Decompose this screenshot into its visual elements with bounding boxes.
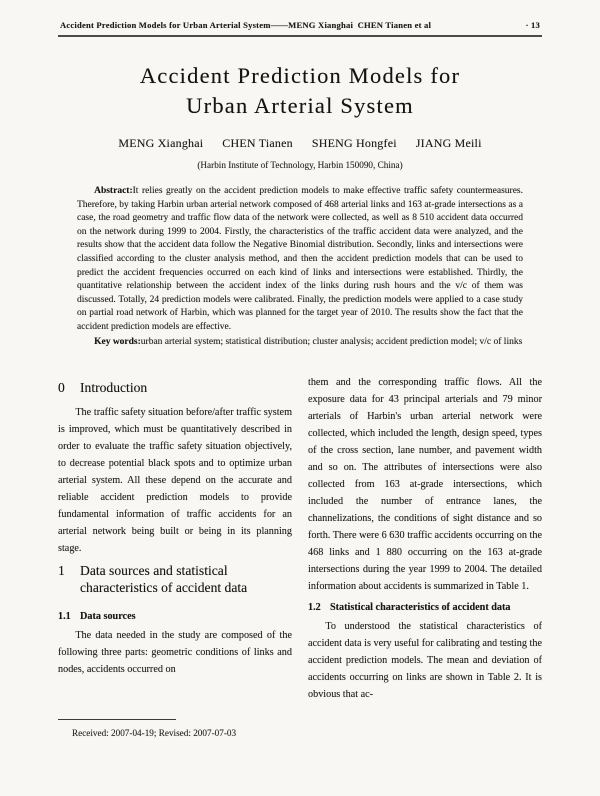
section-title: Data sources and statistical characteristics of accident data bbox=[80, 562, 248, 596]
author-name: CHEN Tianen bbox=[222, 136, 293, 150]
left-column bbox=[58, 374, 292, 746]
paper-title bbox=[58, 61, 542, 121]
section-number: 0 bbox=[58, 380, 65, 396]
subsection-number: 1.2 bbox=[308, 602, 321, 614]
author-name: SHENG Hongfei bbox=[311, 136, 397, 150]
subsection-title: Data sources bbox=[80, 610, 136, 622]
paper-title-line2: Urban Arterial System bbox=[186, 93, 414, 118]
affiliation: (Harbin Institute of Technology, Harbin 150090, China) bbox=[197, 160, 403, 170]
section-heading-intro bbox=[58, 379, 292, 397]
statistics-paragraph: To understood the statistical characteristics of accident data is very useful for calibrating and testing the accident prediction models. The mean and deviation of accidents occurring on links are shown in Table 2. It is obvious that ac- bbox=[308, 621, 542, 701]
section-heading-1 bbox=[58, 562, 292, 597]
section-number: 1 bbox=[58, 562, 65, 578]
running-head bbox=[58, 20, 542, 35]
subsection-heading-1-1 bbox=[58, 608, 292, 625]
abstract-paragraph bbox=[77, 185, 523, 335]
subsection-title: Statistical characteristics of accident data bbox=[330, 602, 511, 614]
keywords-text: urban arterial system; statistical distribution; cluster analysis; accident prediction model; v/c of links bbox=[140, 336, 523, 347]
data-sources-paragraph: The data needed in the study are composed of the following three parts: geometric conditions of links and nodes, accidents occurred on bbox=[58, 629, 292, 675]
author-name: MENG Xianghai bbox=[118, 136, 204, 150]
footnote-block bbox=[58, 719, 292, 746]
subsection-heading-1-2 bbox=[308, 599, 542, 616]
header-rule bbox=[58, 35, 542, 37]
author-name: JIANG Meili bbox=[415, 136, 482, 150]
intro-paragraph: The traffic safety situation before/after traffic system is improved, which must be quantitatively described in order to evaluate the traffic safety situation objectively, to decrease potential black spots and to optimize urban arterial system. All these depend on the accurate and reliable accident prediction models to provide fundamental information of traffic accidents for an arterial network being built or being in its planning stage. bbox=[58, 406, 292, 554]
subsection-number: 1.1 bbox=[58, 610, 71, 622]
footnote-rule bbox=[58, 719, 176, 720]
authors-line bbox=[58, 136, 542, 151]
page-number: · 13 bbox=[525, 20, 540, 30]
abstract-label: Abstract: bbox=[94, 186, 133, 196]
keywords-label: Key words: bbox=[94, 336, 141, 347]
abstract-text: It relies greatly on the accident prediction models to make effective traffic safety countermeasures. Therefore, by taking Harbin urban arterial network composed of 468 arterial links and 163 at-grade intersections as a case, the road geometry and traffic flow data of the network were collected, as well as 8 510 accident data occurred on the network during 1999 to 2004. Firstly, the characteristics of the traffic accident data were analyzed, and the results show that the accident data follow the Negative Binomial distribution. Secondly, links and intersections were classified according to the cluster analysis method, and then the accident prediction models that can be used to predict the accident frequencies occurred on each kind of links and intersections were established. Thirdly, the quantitative relationship between the accident index of the links during rush hours and the v/c of them was discussed. Totally, 24 prediction models were calibrated. Finally, the prediction models were applied to a case study on partial road network of Harbin, which was planned for the target year of 2010. The results show the fact that the accident prediction models are effective. bbox=[77, 186, 523, 332]
two-column-body bbox=[58, 374, 542, 746]
continuation-paragraph: them and the corresponding traffic flows. All the exposure data for 43 principal arterials and 79 minor arterials of Harbin's urban arterial network were collected, which included the length, design speed, types of the cross section, lane number, and pavement width and so on. The attributes of intersections were also collected from 163 at-grade intersections, which included the number of entrance lanes, the channelizations, the conditions of sight distance and so forth. There were 6 630 traffic accidents occurring on the 468 links and 1 880 occurring on the 163 at-grade intersections during the year 1999 to 2004. The detailed information about accidents is summarized in Table 1. bbox=[308, 377, 542, 593]
paper-title-line1: Accident Prediction Models for bbox=[139, 63, 461, 88]
abstract-block bbox=[77, 185, 523, 349]
running-title: Accident Prediction Models for Urban Arterial System——MENG Xianghai CHEN Tianen et al bbox=[60, 20, 432, 30]
right-column bbox=[308, 374, 542, 746]
keywords-paragraph bbox=[77, 336, 523, 350]
footnote-text: Received: 2007-04-19; Revised: 2007-07-03 bbox=[72, 728, 237, 739]
section-title: Introduction bbox=[80, 380, 148, 396]
